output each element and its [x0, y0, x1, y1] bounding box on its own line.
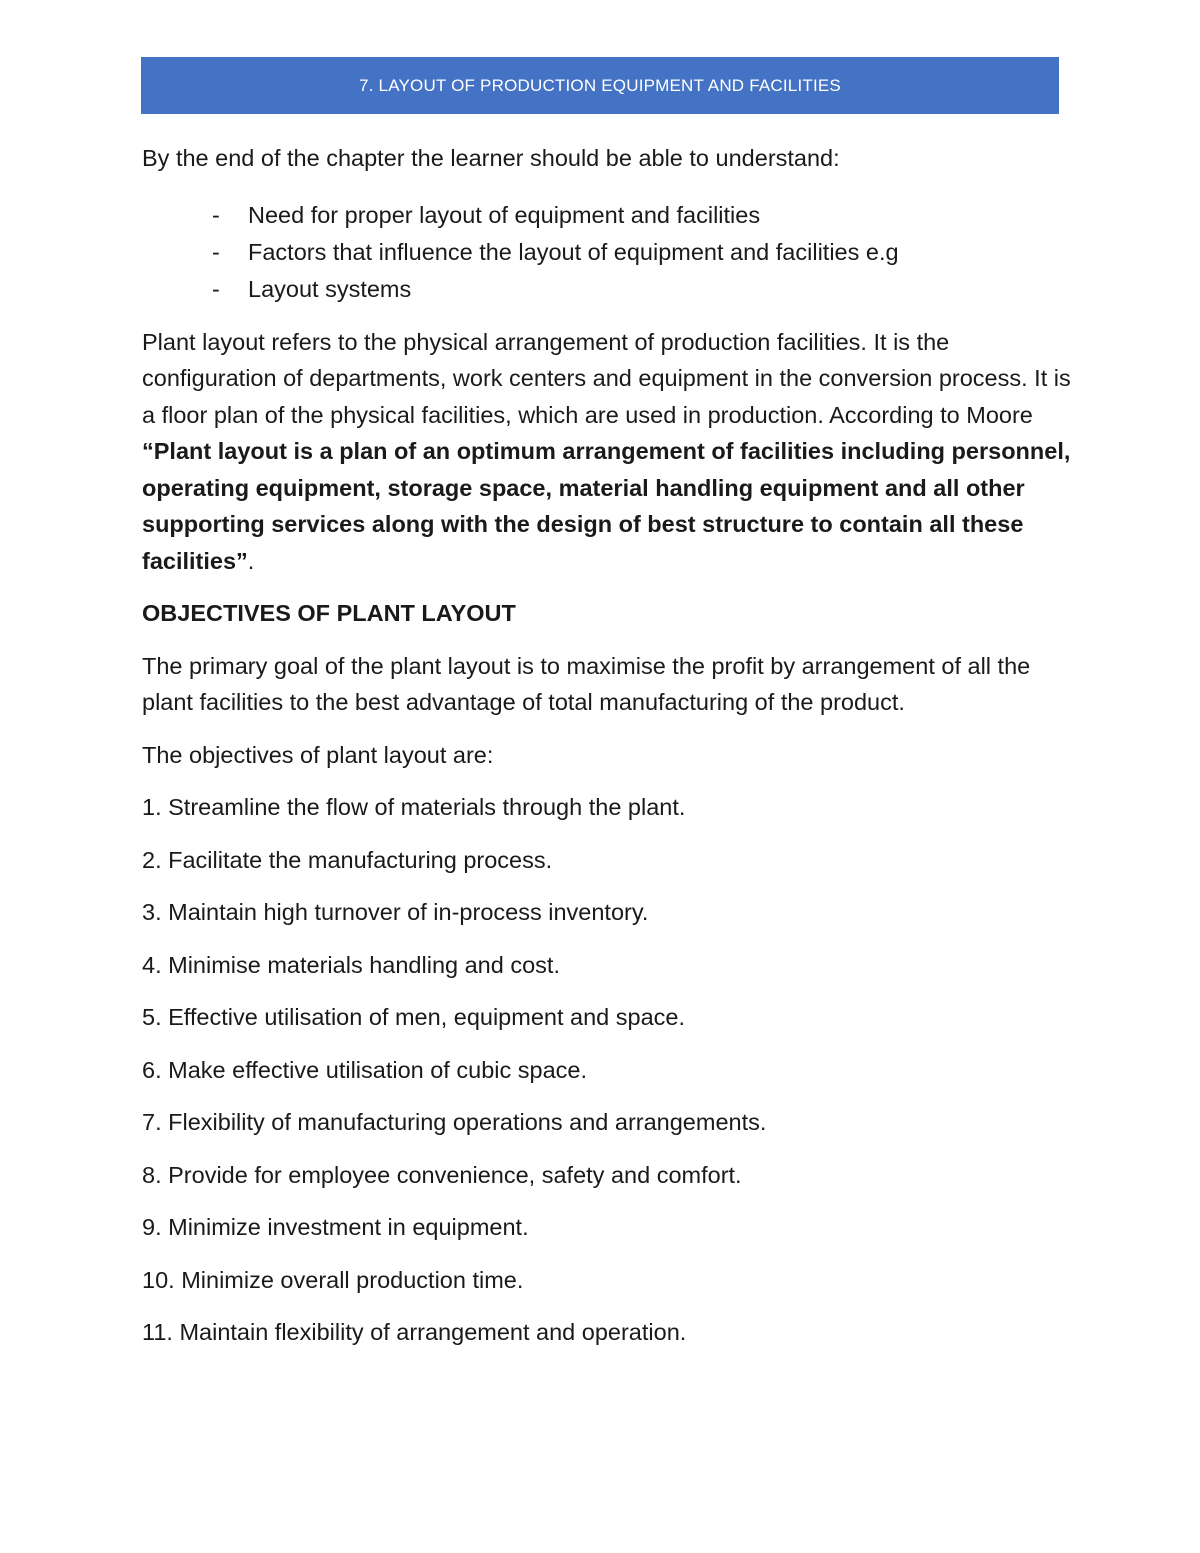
objectives-intro: The objectives of plant layout are: — [142, 741, 494, 768]
document-body — [142, 140, 1072, 1367]
list-item — [142, 234, 1072, 271]
section-heading: OBJECTIVES OF PLANT LAYOUT — [142, 600, 516, 626]
list-item-text: Need for proper layout of equipment and facilities — [248, 201, 761, 228]
objective-item: 2. Facilitate the manufacturing process. — [142, 846, 553, 873]
learning-outcomes-list — [142, 197, 1072, 308]
definition-paragraph — [142, 324, 1072, 580]
objective-item: 4. Minimise materials handling and cost. — [142, 951, 560, 978]
objectives-list — [142, 789, 1072, 1351]
definition-end: . — [247, 547, 255, 574]
objective-item: 1. Streamline the flow of materials through the plant. — [142, 794, 686, 820]
chapter-header-bar — [141, 57, 1059, 114]
dash-marker: - — [212, 275, 220, 302]
definition-text: Plant layout refers to the physical arrangement of production facilities. It is the configuration of departments, work centers and equipment in the conversion process. It is a floor plan of the physical facilities, which are used in production. According to Moore — [142, 328, 1071, 428]
chapter-title: 7. LAYOUT OF PRODUCTION EQUIPMENT AND FACILITIES — [359, 75, 841, 95]
list-item — [142, 271, 1072, 308]
objective-item: 6. Make effective utilisation of cubic space. — [142, 1056, 587, 1083]
moore-quote: “Plant layout is a plan of an optimum arrangement of facilities including personnel, operating equipment, storage space, material handling equipment and all other supporting services along with the design of best structure to contain all these facilities” — [142, 438, 1071, 574]
objective-item: 3. Maintain high turnover of in-process inventory. — [142, 899, 649, 925]
dash-marker: - — [212, 201, 220, 228]
intro-text: By the end of the chapter the learner should be able to understand: — [142, 145, 840, 171]
objective-item: 8. Provide for employee convenience, safety and comfort. — [142, 1161, 742, 1188]
list-item-text: Layout systems — [248, 275, 412, 302]
list-item — [142, 197, 1072, 234]
objective-item: 11. Maintain flexibility of arrangement and operation. — [142, 1319, 687, 1345]
dash-marker: - — [212, 238, 220, 265]
objective-item: 5. Effective utilisation of men, equipment and space. — [142, 1004, 686, 1030]
primary-goal-paragraph: The primary goal of the plant layout is to maximise the profit by arrangement of all the plant facilities to the best advantage of total manufacturing of the product. — [142, 652, 1031, 715]
objective-item: 7. Flexibility of manufacturing operations and arrangements. — [142, 1109, 767, 1135]
objective-item: 10. Minimize overall production time. — [142, 1266, 524, 1293]
list-item-text: Factors that influence the layout of equipment and facilities e.g — [248, 238, 899, 265]
objective-item: 9. Minimize investment in equipment. — [142, 1214, 529, 1240]
